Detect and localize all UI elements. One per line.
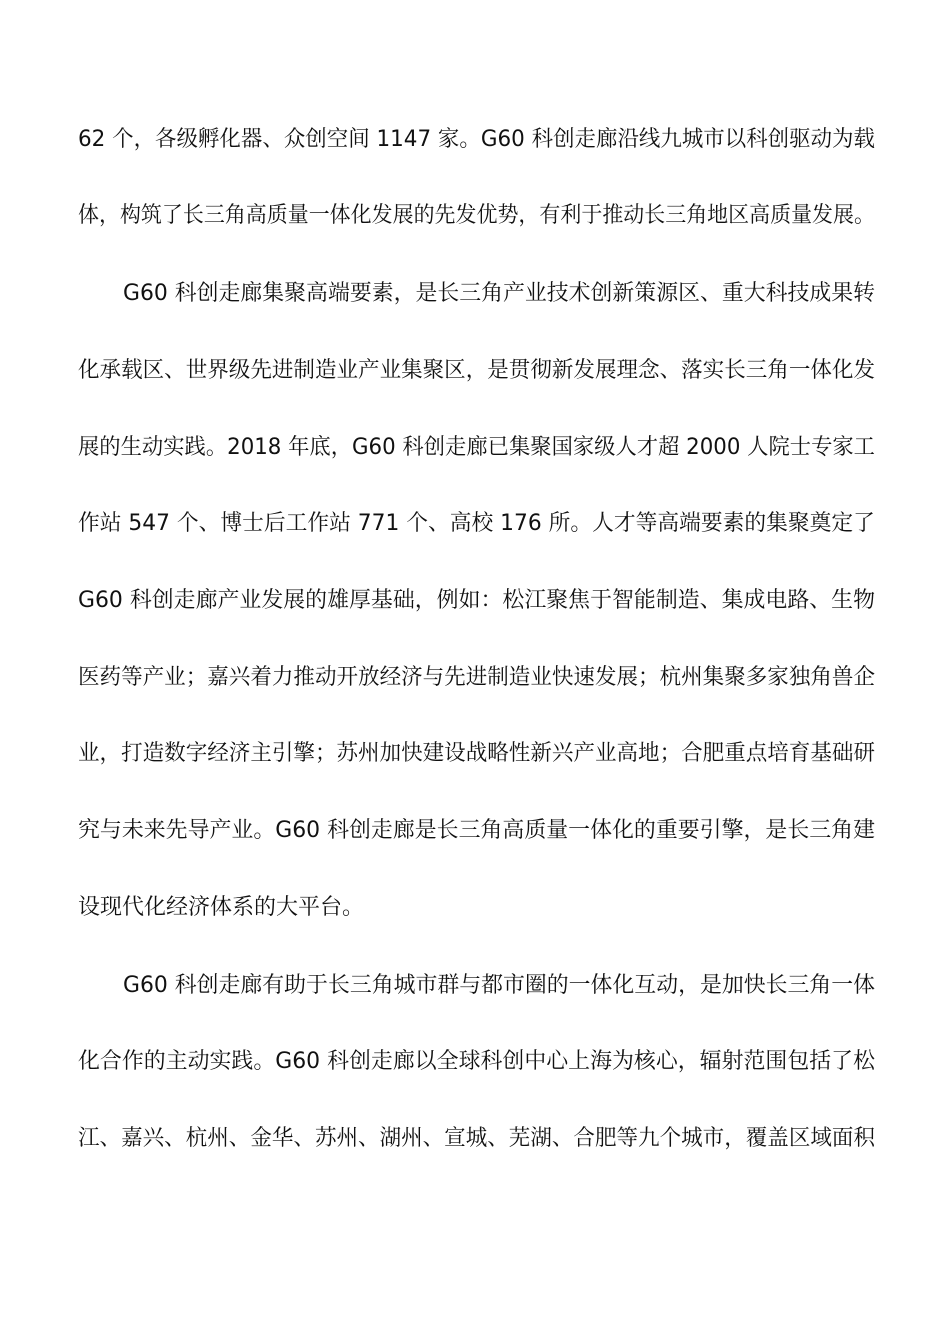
text-line bbox=[0, 120, 950, 160]
paragraph-2-line-8: 究与未来先导产业。G60 科创走廊是长三角高质量一体化的重要引擎，是长三角建 bbox=[78, 818, 876, 843]
text-line bbox=[0, 734, 950, 774]
text-line bbox=[0, 504, 950, 544]
text-line bbox=[0, 274, 950, 314]
text-line bbox=[0, 1119, 950, 1159]
paragraph-2-line-6: 医药等产业；嘉兴着力推动开放经济与先进制造业快速发展；杭州集聚多家独角兽企 bbox=[78, 665, 876, 690]
paragraph-3-line-1: G60 科创走廊有助于长三角城市群与都市圈的一体化互动，是加快长三角一体 bbox=[123, 973, 876, 998]
text-line bbox=[0, 966, 950, 1006]
paragraph-2-line-4: 作站 547 个、博士后工作站 771 个、高校 176 所。人才等高端要素的集聚奠定了 bbox=[78, 511, 875, 536]
text-line bbox=[0, 428, 950, 468]
text-line bbox=[0, 811, 950, 851]
paragraph-2-line-7: 业，打造数字经济主引擎；苏州加快建设战略性新兴产业高地；合肥重点培育基础研 bbox=[78, 741, 876, 766]
text-line bbox=[0, 581, 950, 621]
paragraph-1-line-1: 62 个，各级孵化器、众创空间 1147 家。G60 科创走廊沿线九城市以科创驱动为载 bbox=[78, 127, 875, 152]
paragraph-2-line-1: G60 科创走廊集聚高端要素，是长三角产业技术创新策源区、重大科技成果转 bbox=[123, 281, 876, 306]
paragraph-2-line-2: 化承载区、世界级先进制造业产业集聚区，是贯彻新发展理念、落实长三角一体化发 bbox=[78, 358, 876, 383]
paragraph-3-line-3: 江、嘉兴、杭州、金华、苏州、湖州、宣城、芜湖、合肥等九个城市，覆盖区域面积 bbox=[78, 1126, 876, 1151]
paragraph-3-line-2: 化合作的主动实践。G60 科创走廊以全球科创中心上海为核心，辐射范围包括了松 bbox=[78, 1049, 876, 1074]
paragraph-2-line-3: 展的生动实践。2018 年底，G60 科创走廊已集聚国家级人才超 2000 人院士专家工 bbox=[78, 435, 875, 460]
text-line bbox=[0, 658, 950, 698]
text-line bbox=[0, 1042, 950, 1082]
paragraph-2-line-5: G60 科创走廊产业发展的雄厚基础，例如：松江聚焦于智能制造、集成电路、生物 bbox=[78, 588, 876, 613]
text-line bbox=[0, 351, 950, 391]
paragraph-2-line-9: 设现代化经济体系的大平台。 bbox=[78, 895, 365, 920]
text-line bbox=[0, 888, 950, 928]
text-line bbox=[0, 196, 950, 236]
paragraph-1-line-2: 体，构筑了长三角高质量一体化发展的先发优势，有利于推动长三角地区高质量发展。 bbox=[78, 203, 875, 228]
